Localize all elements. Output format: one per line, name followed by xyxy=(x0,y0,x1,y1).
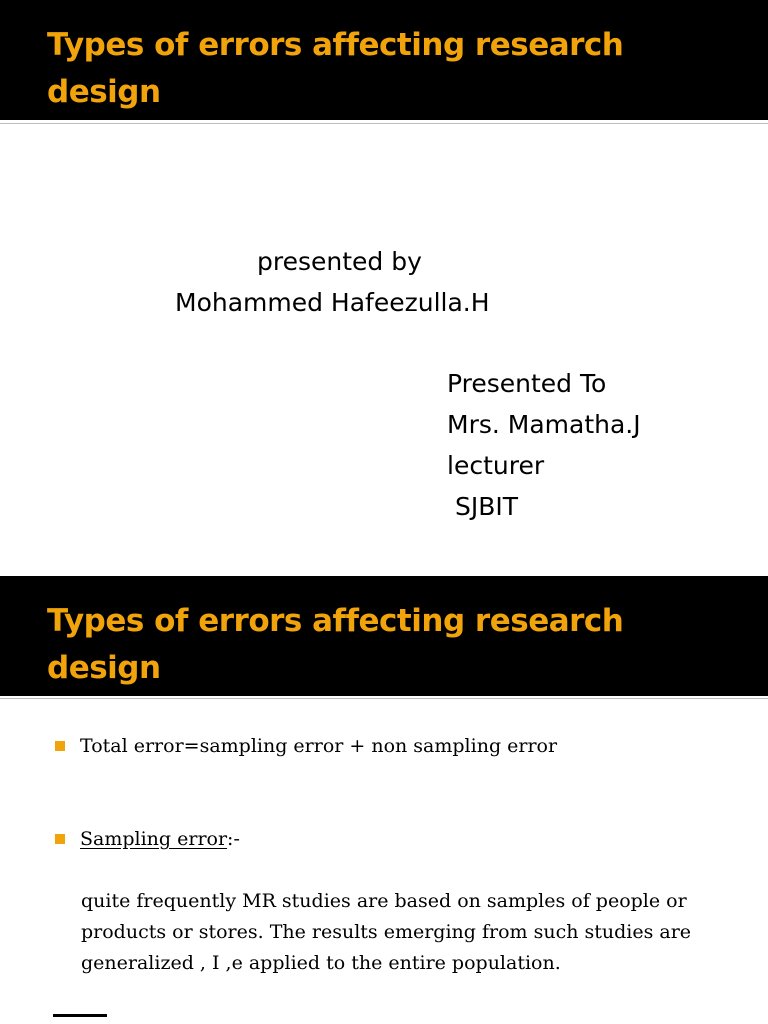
recipient-role: lecturer xyxy=(447,451,545,480)
bullet-total-error: Total error=sampling error + non sampling error xyxy=(80,735,558,757)
sampling-error-paragraph: quite frequently MR studies are based on samples of people or products or stores. The results emerging from such studies are generalized , I ,e applied to the entire population. xyxy=(81,890,692,974)
slide-2-title-bar xyxy=(0,576,768,696)
presenter-name: Mohammed Hafeezulla.H xyxy=(175,288,490,317)
presented-to-label: Presented To xyxy=(447,369,607,398)
slide-1-title-bar xyxy=(0,0,768,120)
slide-2-title-rule xyxy=(0,698,768,699)
sampling-error-term: Sampling error xyxy=(80,828,228,850)
sampling-error-suffix: :- xyxy=(227,828,240,850)
slide-2-title: Types of errors affecting research design xyxy=(47,603,624,686)
bullet-marker xyxy=(55,834,65,844)
next-slide-underline-fragment xyxy=(53,1014,107,1017)
slide-1-title-rule xyxy=(0,123,768,124)
slide-1-title: Types of errors affecting research design xyxy=(47,27,624,110)
recipient-institution: SJBIT xyxy=(447,492,518,521)
bullet-marker xyxy=(55,741,65,751)
recipient-name: Mrs. Mamatha.J xyxy=(447,410,641,439)
presented-by-label: presented by xyxy=(257,247,422,276)
bullet-sampling-error xyxy=(80,828,240,850)
